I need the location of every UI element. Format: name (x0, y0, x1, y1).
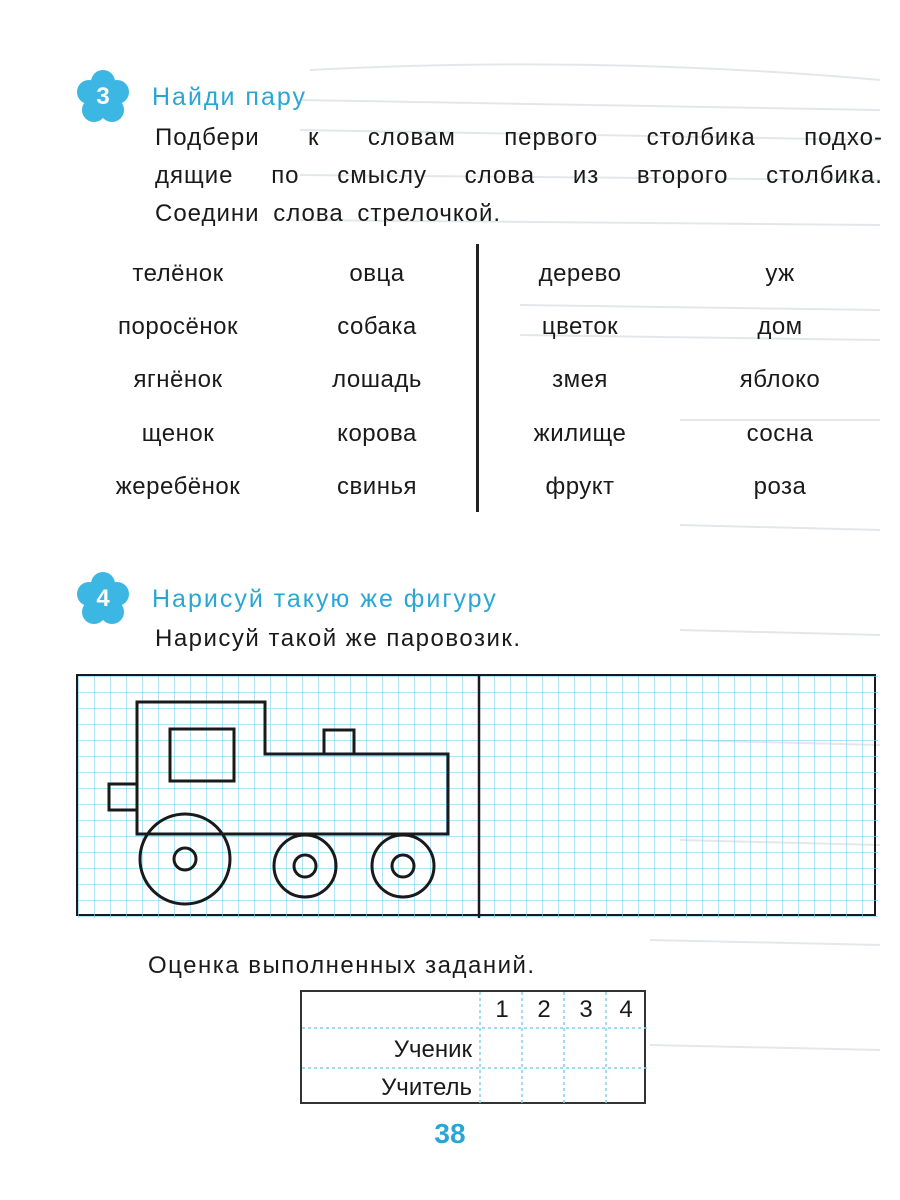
score-column-header: 2 (537, 996, 551, 1023)
word-item[interactable]: дерево (538, 260, 622, 287)
instruction-line: Подбери к словам первого столбика подхо- (155, 124, 883, 151)
word-item[interactable]: сосна (746, 420, 814, 447)
word-item[interactable]: змея (552, 366, 608, 393)
column-divider (476, 244, 479, 512)
task-title: Нарисуй такую же фигуру (152, 584, 498, 613)
task-3-instruction (155, 119, 883, 233)
word-item[interactable]: телёнок (132, 260, 224, 287)
page-number: 38 (434, 1118, 466, 1149)
score-column-header: 1 (495, 996, 509, 1023)
score-row-label: Ученик (393, 1036, 472, 1063)
word-item[interactable]: дом (757, 313, 803, 340)
word-item[interactable]: яблоко (739, 366, 821, 393)
word-item[interactable]: лошадь (332, 366, 422, 393)
score-table (300, 990, 646, 1104)
instruction-line: Соедини слова стрелочкой. (155, 200, 502, 227)
word-item[interactable]: уж (765, 260, 795, 287)
instruction-line: дящие по смыслу слова из второго столбика. (155, 162, 883, 189)
task-4-instruction: Нарисуй такой же паровозик. (155, 625, 522, 652)
word-item[interactable]: роза (753, 473, 807, 500)
word-item[interactable]: жилище (533, 420, 627, 447)
word-item[interactable]: поросёнок (118, 313, 238, 340)
grid-svg (78, 676, 878, 918)
flower-badge-icon (76, 70, 130, 124)
flower-badge-icon (76, 572, 130, 626)
word-item[interactable]: овца (349, 260, 405, 287)
score-row-label: Учитель (381, 1074, 472, 1101)
word-item[interactable]: корова (337, 420, 417, 447)
score-column-header: 3 (579, 996, 593, 1023)
evaluation-title: Оценка выполненных заданий. (148, 952, 536, 979)
word-item[interactable]: жеребёнок (115, 473, 241, 500)
drawing-grid (76, 674, 876, 916)
word-item[interactable]: щенок (141, 420, 215, 447)
word-item[interactable]: фрукт (545, 473, 615, 500)
word-item[interactable]: ягнёнок (133, 366, 223, 393)
score-column-header: 4 (619, 996, 633, 1023)
word-item[interactable]: цветок (541, 313, 619, 340)
task-number: 4 (96, 585, 110, 612)
word-item[interactable]: свинья (337, 473, 417, 500)
task-3-header (76, 70, 307, 124)
task-number: 3 (96, 83, 110, 110)
word-item[interactable]: собака (337, 313, 417, 340)
task-title: Найди пару (152, 82, 307, 111)
task-4-header (76, 572, 498, 626)
